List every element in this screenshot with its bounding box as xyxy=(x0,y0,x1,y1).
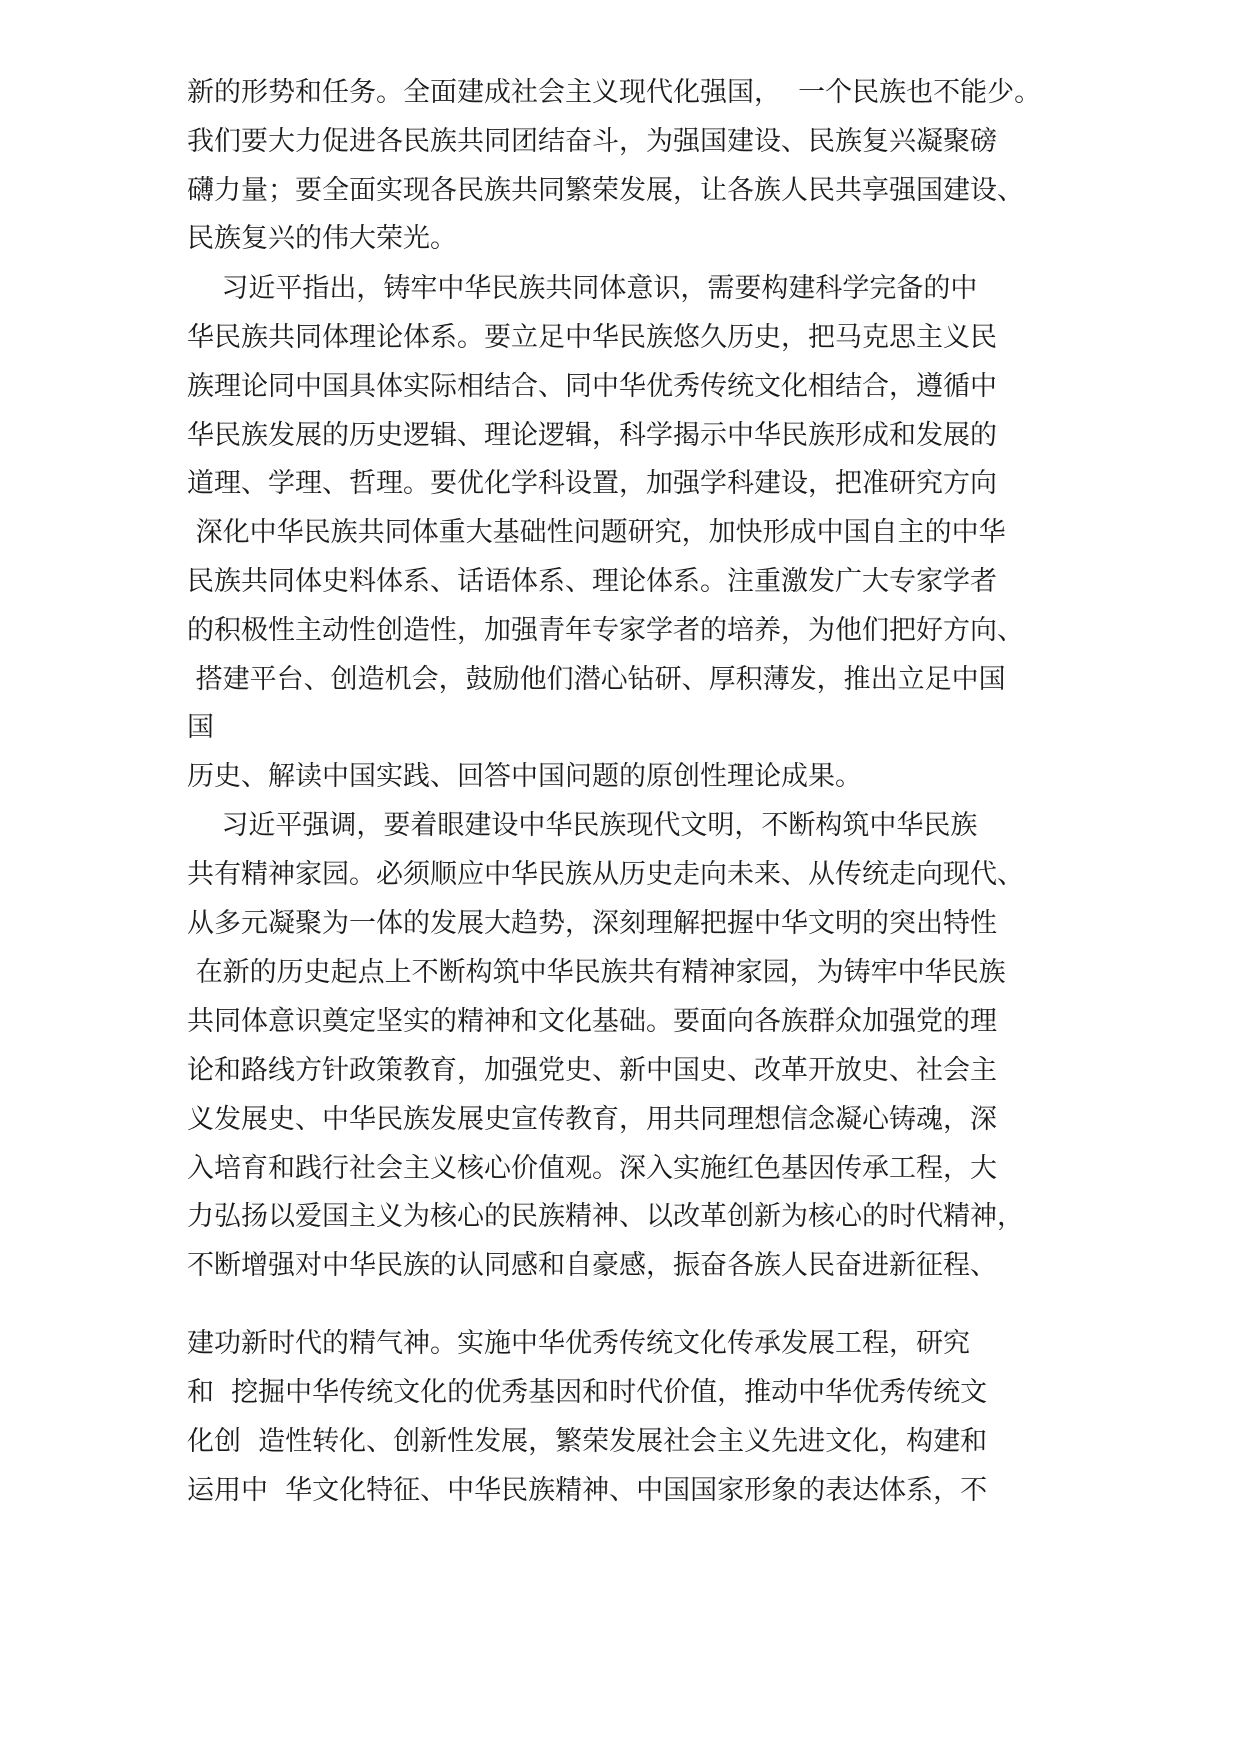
text-line: 义发展史、中华民族发展史宣传教育，用共同理想信念凝心铸魂，深 xyxy=(187,1104,997,1135)
text-line: 华民族发展的历史逻辑、理论逻辑，科学揭示中华民族形成和发展的 xyxy=(187,420,997,451)
text-line: 族理论同中国具体实际相结合、同中华优秀传统文化相结合，遵循中 xyxy=(187,371,997,402)
text-line: 华民族共同体理论体系。要立足中华民族悠久历史，把马克思主义民 xyxy=(187,322,997,353)
text-line: 民族共同体史料体系、话语体系、理论体系。注重激发广大专家学者 xyxy=(187,566,997,597)
text-line: 习近平指出，铸牢中华民族共同体意识，需要构建科学完备的中 xyxy=(187,273,978,304)
text-line: 共同体意识奠定坚实的精神和文化基础。要面向各族群众加强党的理 xyxy=(187,1006,997,1037)
text-line: 礴力量；要全面实现各民族共同繁荣发展，让各族人民共享强国建设、 xyxy=(187,175,1024,206)
text-line: 建功新时代的精气神。实施中华优秀传统文化传承发展工程，研究 xyxy=(187,1328,970,1359)
text-line: 和 挖掘中华传统文化的优秀基因和时代价值，推动中华优秀传统文 xyxy=(187,1377,988,1408)
text-line: 新的形势和任务。全面建成社会主义现代化强国， 一个民族也不能少。 xyxy=(187,77,1042,108)
text-line: 国 xyxy=(187,712,214,743)
text-line: 民族复兴的伟大荣光。 xyxy=(187,223,457,254)
text-line: 从多元凝聚为一体的发展大趋势，深刻理解把握中华文明的突出特性 xyxy=(187,908,997,939)
text-line: 化创 造性转化、创新性发展，繁荣发展社会主义先进文化，构建和 xyxy=(187,1426,988,1457)
text-line: 力弘扬以爱国主义为核心的民族精神、以改革创新为核心的时代精神， xyxy=(187,1201,1024,1232)
text-line: 道理、学理、哲理。要优化学科设置，加强学科建设，把准研究方向 xyxy=(187,468,997,499)
text-line: 不断增强对中华民族的认同感和自豪感，振奋各族人民奋进新征程、 xyxy=(187,1250,997,1281)
text-line: 习近平强调，要着眼建设中华民族现代文明，不断构筑中华民族 xyxy=(187,810,978,841)
text-line: 搭建平台、创造机会，鼓励他们潜心钻研、厚积薄发，推出立足中国 xyxy=(187,664,1006,695)
text-line: 论和路线方针政策教育，加强党史、新中国史、改革开放史、社会主 xyxy=(187,1055,997,1086)
text-line: 在新的历史起点上不断构筑中华民族共有精神家园，为铸牢中华民族 xyxy=(187,957,1006,988)
text-line: 共有精神家园。必须顺应中华民族从历史走向未来、从传统走向现代、 xyxy=(187,859,1024,890)
text-line: 我们要大力促进各民族共同团结奋斗，为强国建设、民族复兴凝聚磅 xyxy=(187,126,997,157)
text-line: 入培育和践行社会主义核心价值观。深入实施红色基因传承工程，大 xyxy=(187,1153,997,1184)
text-line: 的积极性主动性创造性，加强青年专家学者的培养，为他们把好方向、 xyxy=(187,615,1024,646)
text-line: 历史、解读中国实践、回答中国问题的原创性理论成果。 xyxy=(187,761,862,792)
text-line: 运用中 华文化特征、中华民族精神、中国国家形象的表达体系，不 xyxy=(187,1475,988,1506)
text-line: 深化中华民族共同体重大基础性问题研究，加快形成中国自主的中华 xyxy=(187,517,1006,548)
